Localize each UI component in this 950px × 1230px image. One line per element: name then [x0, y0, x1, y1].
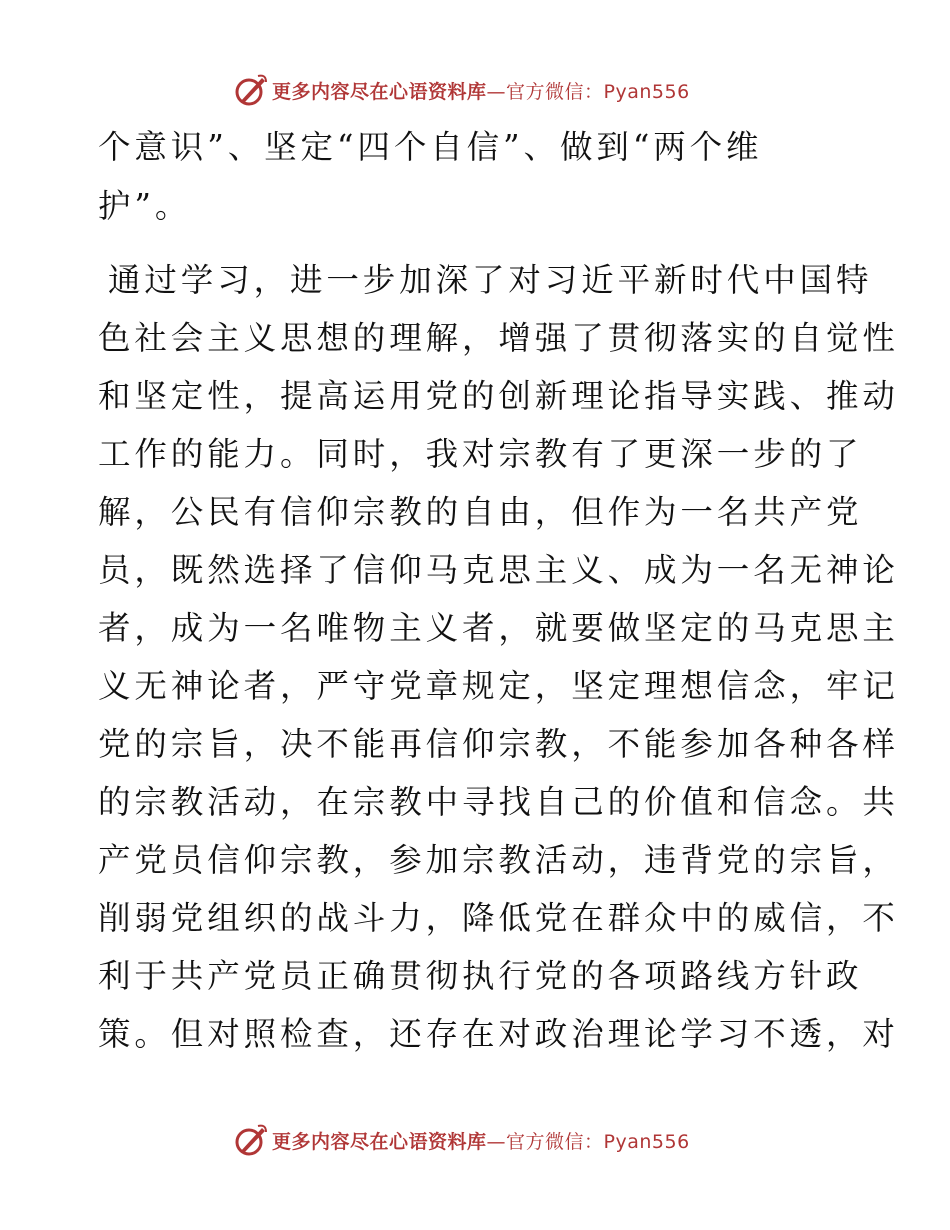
footer-wechat-text: 官方微信：Pyan556: [506, 1130, 690, 1153]
text-line: 的宗教活动，在宗教中寻找自己的价值和信念。共: [98, 783, 899, 821]
footer-banner-text: [272, 1127, 690, 1154]
text-line: 通过学习，进一步加深了对习近平新时代中国特: [108, 261, 873, 299]
text-line: 削弱党组织的战斗力，降低党在群众中的威信，不: [98, 899, 899, 937]
header-banner: [232, 70, 752, 110]
text-line: 员，既然选择了信仰马克思主义、成为一名无神论: [98, 551, 899, 589]
header-dash: —: [486, 80, 507, 103]
footer-dash: —: [486, 1130, 507, 1153]
text-line: 产党员信仰宗教，参加宗教活动，违背党的宗旨，: [98, 841, 899, 879]
text-line: 者，成为一名唯物主义者，就要做坚定的马克思主: [98, 609, 899, 647]
footer-site-text: 更多内容尽在心语资料库: [272, 1130, 487, 1153]
text-line: 党的宗旨，决不能再信仰宗教，不能参加各种各样: [98, 725, 899, 763]
text-line: 个意识”、坚定“四个自信”、做到“两个维: [98, 128, 763, 166]
text-line: 护”。: [98, 187, 192, 225]
text-line: 工作的能力。同时，我对宗教有了更深一步的了: [98, 435, 863, 473]
quill-pen-logo-icon: [232, 1122, 268, 1158]
quill-pen-logo-icon: [232, 72, 268, 108]
text-line: 策。但对照检查，还存在对政治理论学习不透，对: [98, 1015, 899, 1053]
text-line: 利于共产党员正确贯彻执行党的各项路线方针政: [98, 957, 863, 995]
text-line: 义无神论者，严守党章规定，坚定理想信念，牢记: [98, 667, 899, 705]
footer-banner: [232, 1120, 752, 1160]
text-line: 色社会主义思想的理解，增强了贯彻落实的自觉性: [98, 319, 899, 357]
header-banner-text: [272, 77, 690, 104]
text-line: 和坚定性，提高运用党的创新理论指导实践、推动: [98, 377, 899, 415]
header-site-text: 更多内容尽在心语资料库: [272, 80, 487, 103]
text-line: 解，公民有信仰宗教的自由，但作为一名共产党: [98, 493, 863, 531]
header-wechat-text: 官方微信：Pyan556: [506, 80, 690, 103]
